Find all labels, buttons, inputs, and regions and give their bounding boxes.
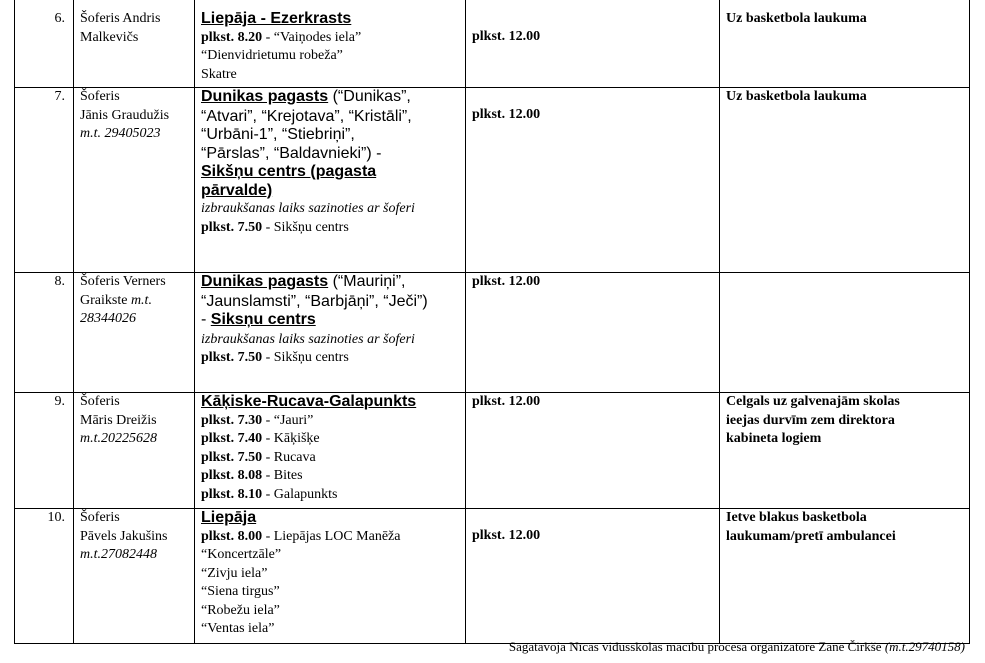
route-destination: pārvalde): [201, 181, 273, 199]
route-note: izbraukšanas laiks sazinoties ar šoferi: [201, 331, 415, 347]
table-row: [15, 0, 970, 88]
route-cell: [195, 88, 466, 273]
driver-line: Šoferis: [80, 510, 120, 525]
row-number-text: 9.: [54, 394, 65, 409]
route-line: plkst. 7.30 - “Jauri”: [201, 412, 314, 428]
schedule-table: [14, 0, 970, 644]
table-row: [15, 273, 970, 393]
route-line: “Ventas iela”: [201, 621, 275, 636]
route-line: plkst. 7.40 - Kāķišķe: [201, 431, 320, 446]
row-number: [15, 393, 74, 509]
driver-phone: m.t. 29405023: [80, 126, 161, 141]
route-cell: [195, 509, 466, 644]
row-number-text: 8.: [54, 274, 65, 289]
driver-line: Šoferis: [80, 394, 120, 409]
route-cell: [195, 273, 466, 393]
return-time-cell: [466, 88, 720, 273]
return-time: plkst. 12.00: [472, 528, 541, 543]
note-cell: [720, 393, 970, 509]
return-time: plkst. 12.00: [472, 29, 541, 44]
route-title: Liepāja - Ezerkrasts: [201, 10, 352, 27]
route-destination: Sikšņu centrs (pagasta: [201, 163, 377, 180]
footer-text: Sagatavoja Nīcas vidusskolas mācību procesa organizatore Zane Čirkše: [508, 639, 885, 654]
return-time: plkst. 12.00: [472, 107, 541, 122]
note-cell: [720, 509, 970, 644]
pickup-note: ieejas durvīm zem direktora: [726, 412, 895, 428]
table-row: [15, 393, 970, 509]
route-line: “Zivju iela”: [201, 565, 268, 581]
route-line: plkst. 8.20 - “Vaiņodes iela”: [201, 29, 362, 45]
footer-phone: (m.t.29740158): [884, 639, 965, 654]
driver-line: Māris Dreižis: [80, 412, 157, 428]
driver-line: Pāvels Jakušins: [80, 528, 168, 544]
return-time-cell: [466, 509, 720, 644]
driver-line: Jānis Graudužis: [80, 107, 170, 123]
route-desc: (“Dunikas”,: [328, 88, 411, 105]
route-desc: “Jaunslamsti”, “Barbjāņi”, “Ječi”): [201, 292, 428, 310]
route-line: plkst. 7.50 - Sikšņu centrs: [201, 350, 349, 365]
driver-phone: 28344026: [80, 311, 136, 326]
driver-cell: [74, 393, 195, 509]
route-cell: [195, 0, 466, 88]
pickup-note: Uz basketbola laukuma: [726, 11, 867, 26]
pickup-note: laukumam/pretī ambulancei: [726, 528, 896, 544]
route-desc: (“Mauriņi”,: [328, 273, 406, 290]
row-number: [15, 0, 74, 88]
row-number-text: 6.: [54, 11, 65, 26]
driver-line: Graikste m.t.: [80, 292, 152, 308]
driver-cell: [74, 88, 195, 273]
route-line: plkst. 7.50 - Sikšņu centrs: [201, 219, 349, 235]
row-number: [15, 88, 74, 273]
return-time-cell: [466, 0, 720, 88]
return-time: plkst. 12.00: [472, 394, 541, 409]
driver-cell: [74, 273, 195, 393]
driver-line: Šoferis Andris: [80, 11, 161, 26]
pickup-note: Celgals uz galvenajām skolas: [726, 394, 900, 409]
route-line: Skatre: [201, 66, 237, 82]
footer-prepared-by: [509, 639, 965, 655]
route-desc: “Atvari”, “Krejotava”, “Kristāli”,: [201, 107, 412, 125]
pickup-note: Ietve blakus basketbola: [726, 510, 867, 525]
row-number: [15, 509, 74, 644]
return-time-cell: [466, 273, 720, 393]
route-line: plkst. 7.50 - Rucava: [201, 449, 316, 465]
driver-phone: m.t.27082448: [80, 547, 157, 562]
table-row: [15, 88, 970, 273]
route-line: “Siena tirgus”: [201, 584, 280, 599]
return-time: plkst. 12.00: [472, 274, 541, 289]
route-line: “Dienvidrietumu robeža”: [201, 48, 343, 63]
route-title: Liepāja: [201, 509, 257, 526]
row-number-text: 10.: [47, 510, 65, 525]
route-title: Kāķiske-Rucava-Galapunkts: [201, 393, 417, 410]
route-line: “Robežu iela”: [201, 602, 280, 618]
driver-line: Malkevičs: [80, 29, 139, 45]
row-number: [15, 273, 74, 393]
table-row: [15, 509, 970, 644]
route-title: Dunikas pagasts: [201, 273, 329, 290]
route-title: Dunikas pagasts: [201, 88, 329, 105]
route-line: plkst. 8.08 - Bites: [201, 468, 303, 483]
route-line: plkst. 8.10 - Galapunkts: [201, 486, 338, 502]
driver-line: Šoferis Verners: [80, 274, 166, 289]
route-line: “Koncertzāle”: [201, 547, 282, 562]
driver-cell: [74, 509, 195, 644]
note-cell: [720, 273, 970, 393]
route-desc: “Pārslas”, “Baldavnieki”) -: [201, 144, 382, 162]
row-number-text: 7.: [54, 89, 65, 104]
route-cell: [195, 393, 466, 509]
route-note: izbraukšanas laiks sazinoties ar šoferi: [201, 201, 415, 216]
driver-cell: [74, 0, 195, 88]
pickup-note: Uz basketbola laukuma: [726, 89, 867, 104]
pickup-note: kabineta logiem: [726, 431, 822, 446]
driver-phone: m.t.20225628: [80, 431, 157, 446]
note-cell: [720, 88, 970, 273]
route-destination-line: - Siksņu centrs: [201, 311, 316, 328]
return-time-cell: [466, 393, 720, 509]
route-desc: “Urbāni-1”, “Stiebriņi”,: [201, 126, 355, 143]
route-line: plkst. 8.00 - Liepājas LOC Manēža: [201, 528, 401, 544]
note-cell: [720, 0, 970, 88]
driver-line: Šoferis: [80, 89, 120, 104]
